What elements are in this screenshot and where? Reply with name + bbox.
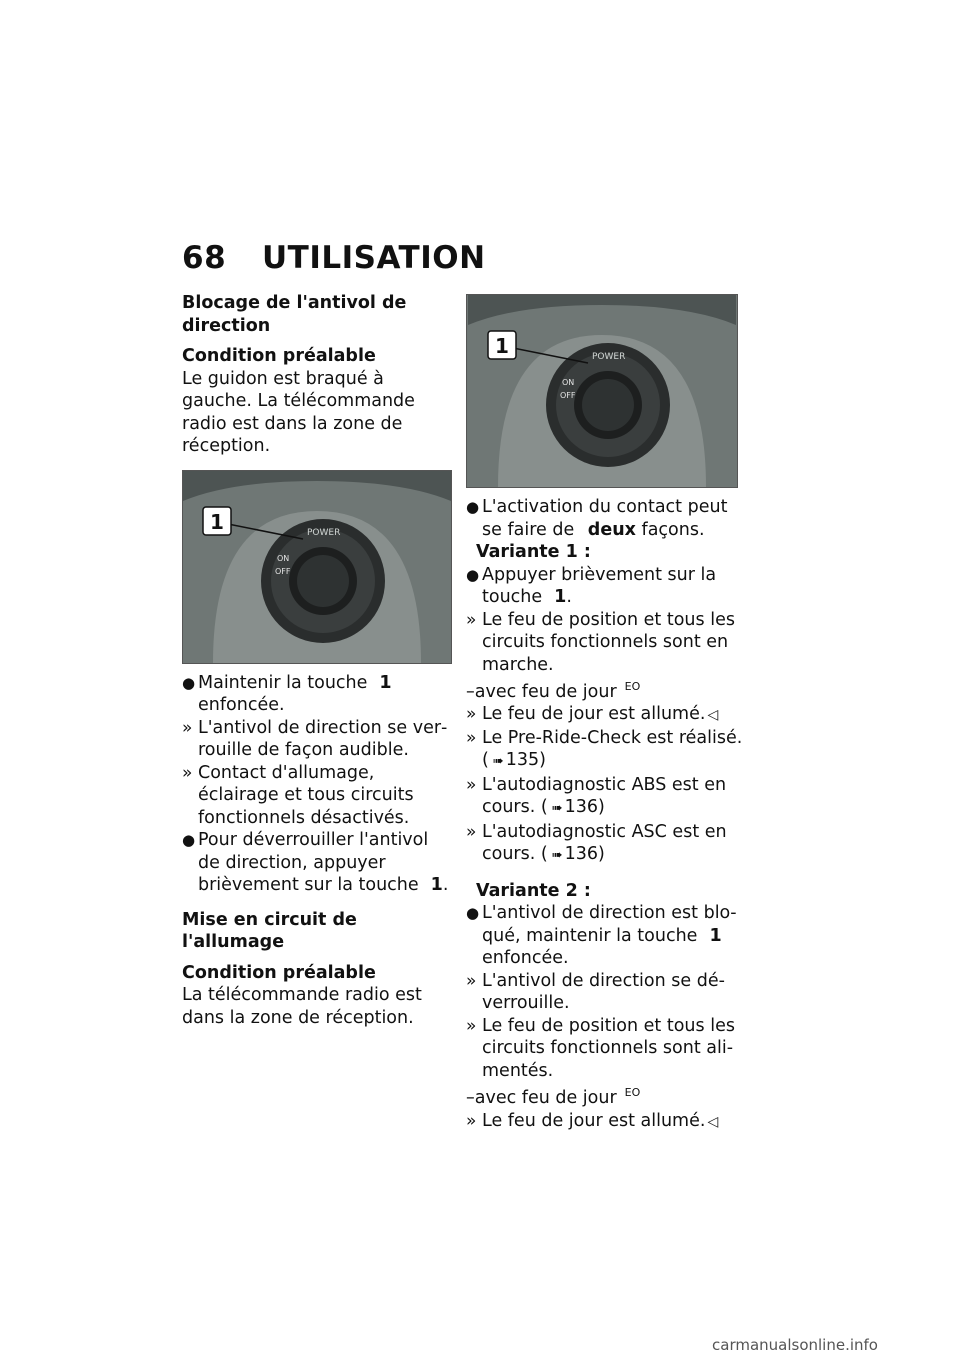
ignition-switch-photo: [182, 470, 452, 664]
precondition-title: Condition préalable: [182, 962, 376, 983]
page-ref[interactable]: ( ➠ 136): [540, 844, 605, 865]
list-item: » Le feu de position et tous les circuits fonctionnels sont en marche.: [466, 609, 735, 675]
right-column: [466, 294, 746, 1133]
list-item: » Le feu de jour est allumé. ◁: [466, 704, 719, 725]
ignition-switch-photo: [466, 294, 738, 488]
photo-callout-1: 1: [495, 334, 509, 358]
bullet-icon: ●: [466, 498, 480, 516]
photo-key-off: OFF: [275, 566, 291, 576]
result-arrow-icon: »: [466, 609, 477, 630]
watermark[interactable]: carmanualsonline.info: [712, 1336, 878, 1354]
bullet-icon: ●: [182, 673, 196, 692]
list-item: ● Pour déverrouiller l'antivol de direction, appuyer brièvement sur la touche 1.: [182, 830, 449, 895]
precondition-title: Condition préalable: [182, 346, 376, 366]
photo-key-off: OFF: [560, 391, 576, 400]
list-item: » L'autodiagnostic ASC est en cours. ( ➠ 136): [466, 821, 727, 865]
list-item: » L'antivol de direction se verrouille de façon audible.: [182, 717, 448, 760]
chapter-title: UTILISATION: [262, 240, 486, 276]
page-header: [182, 240, 486, 276]
list-item: ● Appuyer brièvement sur la touche 1.: [466, 564, 717, 607]
result-arrow-icon: »: [466, 1110, 477, 1131]
list-item: » L'autodiagnostic ABS est en cours. ( ➠ 136): [466, 774, 727, 818]
list-item: » Le feu de jour est allumé. ◁: [466, 1110, 719, 1131]
left-column: [182, 292, 452, 1029]
condition-line: –avec feu de jour $^{EO}$: [466, 1086, 641, 1109]
page-ref-arrow-icon: ➠: [492, 754, 504, 770]
list-item: » Contact d'allumage, éclairage et tous circuits fonctionnels désactivés.: [182, 762, 414, 828]
list-item: ● Maintenir la touche 1 enfoncée.: [182, 672, 392, 715]
page-ref[interactable]: ( ➠ 136): [540, 797, 605, 818]
photo-callout-1: 1: [210, 509, 224, 534]
result-arrow-icon: »: [466, 970, 477, 991]
result-arrow-icon: »: [466, 821, 477, 842]
page-number: 68: [182, 240, 227, 276]
page-ref-arrow-icon: ➠: [551, 801, 563, 817]
result-arrow-icon: »: [466, 1015, 477, 1036]
bullet-icon: ●: [466, 904, 480, 923]
result-arrow-icon: »: [182, 762, 193, 783]
result-arrow-icon: »: [466, 727, 477, 748]
section-heading-ignition: Mise en circuit de l'allumage: [182, 909, 357, 952]
photo-key-on: ON: [562, 378, 575, 387]
precondition-text: La télécommande radio est dans la zone de réception.: [182, 985, 422, 1028]
result-arrow-icon: »: [182, 717, 193, 738]
end-triangle-icon: ◁: [707, 707, 719, 724]
photo-key-power: POWER: [307, 527, 341, 538]
list-item: ● L'antivol de direction est bloqué, maintenir la touche 1 enfoncée.: [466, 903, 737, 969]
variant-label: Variante 1 :: [476, 542, 591, 562]
page-ref-arrow-icon: ➠: [551, 848, 563, 864]
bullet-icon: ●: [182, 831, 196, 849]
variant-label: Variante 2 :: [476, 880, 591, 901]
list-item: » Le feu de position et tous les circuits fonctionnels sont alimentés.: [466, 1015, 735, 1081]
bullet-icon: ●: [466, 565, 480, 584]
result-arrow-icon: »: [466, 774, 477, 795]
list-item: » Le Pre-Ride-Check est réalisé. ( ➠ 135): [466, 727, 743, 771]
list-item: » L'antivol de direction se déverrouille.: [466, 970, 725, 1014]
precondition-text: Le guidon est braqué à gauche. La télécommande radio est dans la zone de réception.: [182, 368, 415, 456]
list-item: ● L'activation du contact peut se faire de deux façons.: [466, 497, 728, 540]
condition-line: –avec feu de jour $^{EO}$: [466, 680, 641, 702]
result-arrow-icon: »: [466, 704, 477, 725]
photo-key-power: POWER: [592, 352, 626, 362]
section-heading-steering-lock: Blocage de l'antivol de direction: [182, 293, 407, 336]
end-triangle-icon: ◁: [707, 1113, 719, 1130]
page-ref[interactable]: ( ➠ 135): [482, 750, 546, 771]
photo-key-on: ON: [277, 553, 290, 563]
